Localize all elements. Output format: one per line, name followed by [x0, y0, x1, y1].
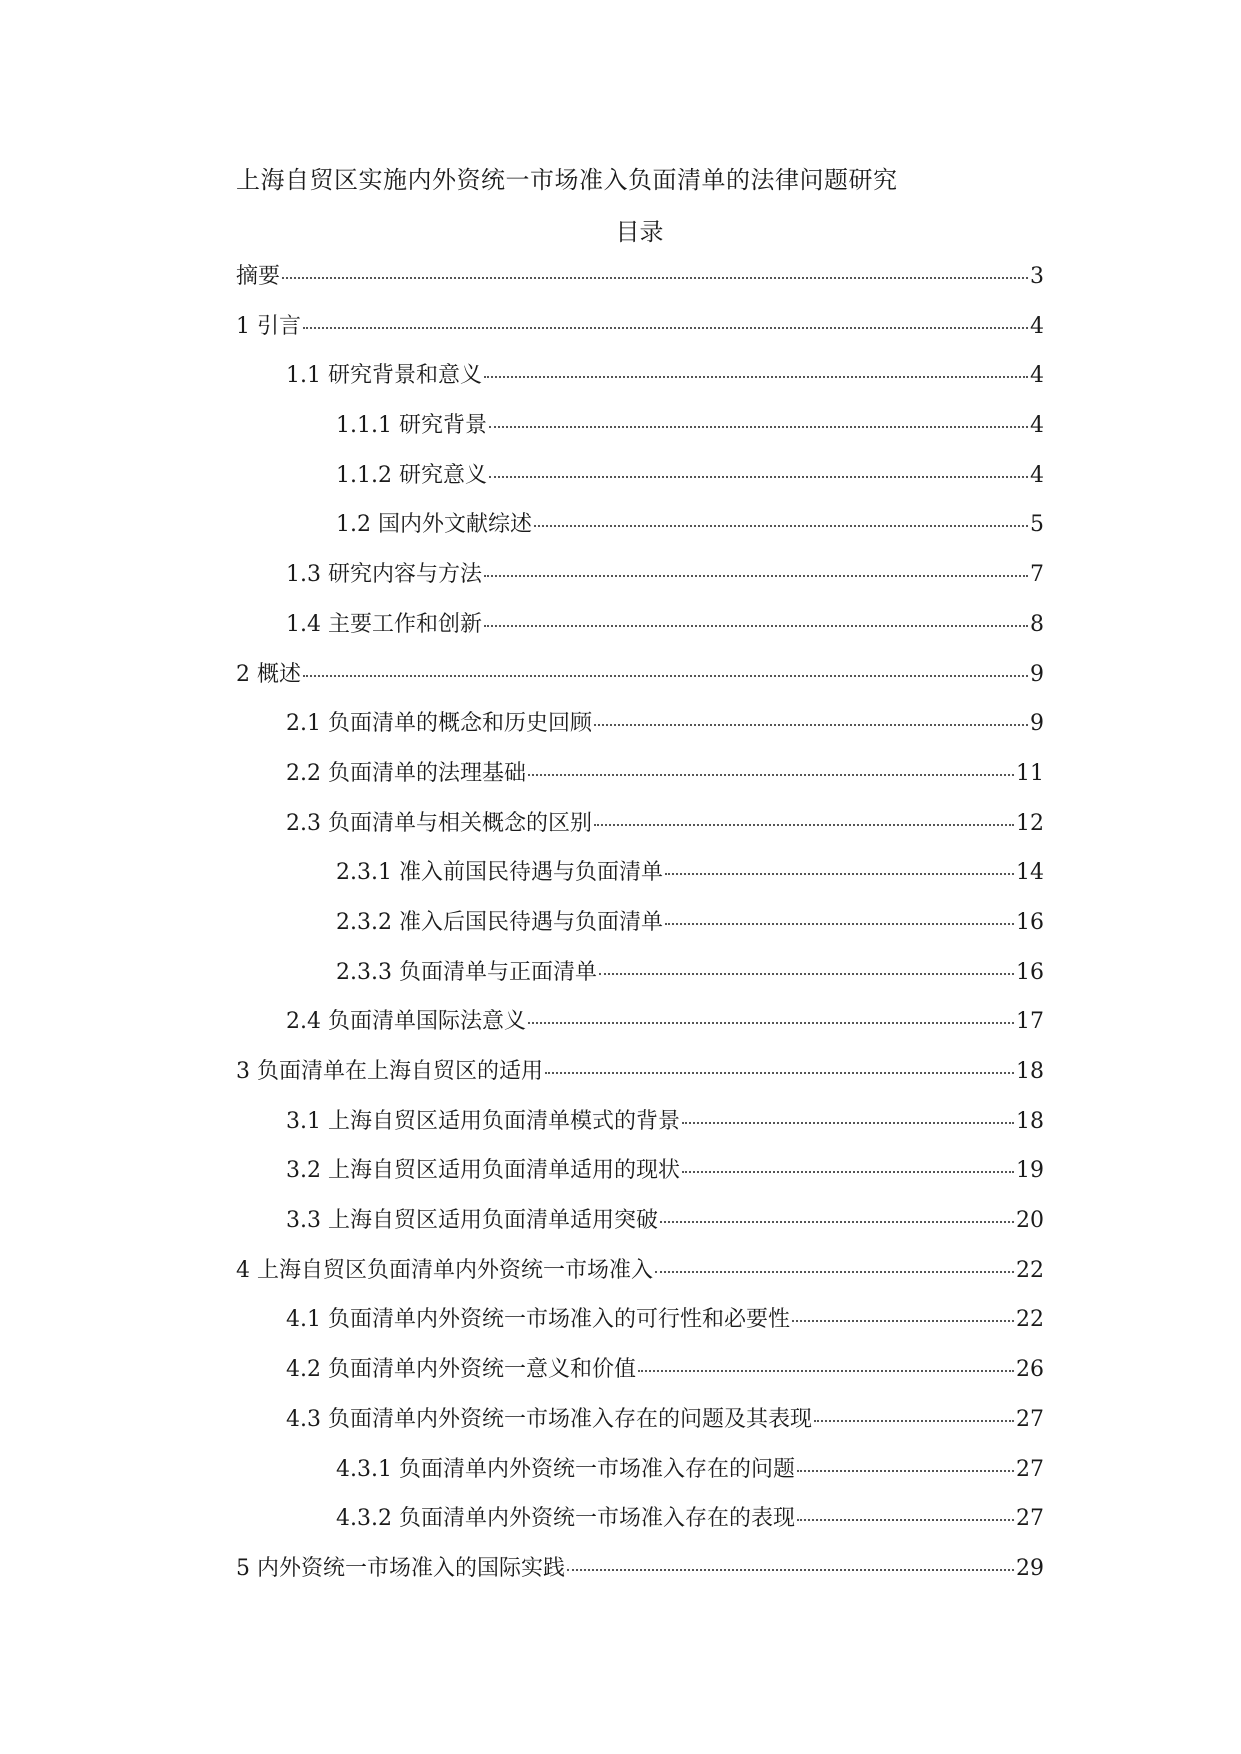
- toc-entry-label: 3 负面清单在上海自贸区的适用: [236, 1059, 543, 1084]
- toc-leader-dots: [594, 724, 1028, 726]
- toc-entry-label: 1.4 主要工作和创新: [286, 611, 482, 637]
- toc-entry[interactable]: [236, 1004, 1044, 1054]
- toc-entry-page-number: 7: [1030, 562, 1044, 588]
- toc-entry-label: 2.3.3 负面清单与正面清单: [336, 959, 597, 985]
- toc-entry-page-number: 26: [1016, 1357, 1044, 1383]
- toc-entry[interactable]: [236, 1253, 1044, 1303]
- toc-leader-dots: [594, 824, 1014, 826]
- toc-entry-label: 4.3.1 负面清单内外资统一市场准入存在的问题: [336, 1456, 795, 1482]
- toc-entry-label: 4.1 负面清单内外资统一市场准入的可行性和必要性: [286, 1307, 790, 1333]
- toc-entry-page-number: 22: [1016, 1257, 1044, 1283]
- toc-entry-label: 2.3 负面清单与相关概念的区别: [286, 810, 592, 836]
- toc-entry[interactable]: [236, 607, 1044, 657]
- toc-leader-dots: [792, 1320, 1014, 1322]
- toc-entry[interactable]: [236, 557, 1044, 607]
- toc-entry-label: 3.2 上海自贸区适用负面清单适用的现状: [286, 1158, 680, 1184]
- toc-leader-dots: [660, 1221, 1014, 1223]
- toc-entry-page-number: 19: [1016, 1158, 1044, 1184]
- toc-leader-dots: [638, 1370, 1014, 1372]
- toc-entry-page-number: 9: [1030, 711, 1044, 737]
- toc-entry[interactable]: [236, 905, 1044, 955]
- toc-entry-label: 2.3.2 准入后国民待遇与负面清单: [336, 909, 663, 935]
- toc-entry-page-number: 14: [1016, 860, 1044, 886]
- toc-entry-label: 1.1 研究背景和意义: [286, 363, 482, 389]
- toc-leader-dots: [567, 1569, 1014, 1571]
- toc-entry-page-number: 27: [1016, 1406, 1044, 1432]
- toc-entry-page-number: 9: [1030, 661, 1044, 687]
- toc-entry-label: 4.2 负面清单内外资统一意义和价值: [286, 1357, 636, 1383]
- toc-leader-dots: [489, 426, 1028, 428]
- toc-entry-label: 2.4 负面清单国际法意义: [286, 1009, 526, 1035]
- toc-entry-label: 1.1.1 研究背景: [336, 413, 487, 439]
- toc-entry-label: 4 上海自贸区负面清单内外资统一市场准入: [236, 1257, 653, 1283]
- toc-entry[interactable]: [236, 806, 1044, 856]
- toc-entry-page-number: 17: [1016, 1009, 1044, 1035]
- toc-entry-label: 1 引言: [236, 313, 301, 339]
- toc-entry[interactable]: [236, 955, 1044, 1005]
- table-of-contents: [236, 259, 1044, 1601]
- toc-entry-page-number: 29: [1016, 1555, 1044, 1581]
- toc-entry-label: 2.1 负面清单的概念和历史回顾: [286, 711, 592, 737]
- toc-leader-dots: [599, 973, 1014, 975]
- toc-leader-dots: [534, 525, 1028, 527]
- toc-leader-dots: [484, 376, 1028, 378]
- toc-entry-page-number: 4: [1030, 363, 1044, 389]
- toc-entry[interactable]: [236, 756, 1044, 806]
- toc-entry-page-number: 4: [1030, 413, 1044, 439]
- toc-heading: 目录: [615, 218, 664, 246]
- toc-leader-dots: [797, 1470, 1014, 1472]
- toc-entry[interactable]: [236, 1054, 1044, 1104]
- toc-leader-dots: [282, 277, 1028, 279]
- toc-leader-dots: [528, 1022, 1014, 1024]
- toc-leader-dots: [797, 1519, 1014, 1521]
- toc-leader-dots: [814, 1420, 1014, 1422]
- toc-entry-page-number: 16: [1016, 959, 1044, 985]
- toc-leader-dots: [682, 1171, 1014, 1173]
- toc-entry-label: 2.3.1 准入前国民待遇与负面清单: [336, 860, 663, 886]
- toc-entry[interactable]: [236, 1104, 1044, 1154]
- toc-entry[interactable]: [236, 1203, 1044, 1253]
- toc-entry[interactable]: [236, 1452, 1044, 1502]
- toc-entry-label: 1.1.2 研究意义: [336, 462, 487, 488]
- toc-entry-label: 3.1 上海自贸区适用负面清单模式的背景: [286, 1108, 680, 1134]
- toc-entry[interactable]: [236, 259, 1044, 309]
- toc-entry[interactable]: [236, 1551, 1044, 1601]
- toc-entry-page-number: 8: [1030, 611, 1044, 637]
- toc-entry[interactable]: [236, 1501, 1044, 1551]
- toc-entry[interactable]: [236, 358, 1044, 408]
- toc-entry[interactable]: [236, 309, 1044, 359]
- toc-entry[interactable]: [236, 1302, 1044, 1352]
- toc-entry-label: 3.3 上海自贸区适用负面清单适用突破: [286, 1208, 658, 1234]
- toc-leader-dots: [665, 873, 1014, 875]
- toc-entry-label: 摘要: [236, 264, 281, 289]
- toc-entry-page-number: 16: [1016, 909, 1044, 935]
- document-title: 上海自贸区实施内外资统一市场准入负面清单的法律问题研究: [236, 166, 898, 194]
- toc-entry[interactable]: [236, 1153, 1044, 1203]
- toc-entry-page-number: 3: [1030, 264, 1044, 289]
- toc-leader-dots: [545, 1072, 1014, 1074]
- toc-entry-label: 2.2 负面清单的法理基础: [286, 760, 526, 786]
- toc-entry-page-number: 20: [1016, 1208, 1044, 1234]
- toc-entry-page-number: 27: [1016, 1506, 1044, 1532]
- toc-entry-page-number: 18: [1016, 1059, 1044, 1084]
- toc-entry-page-number: 22: [1016, 1307, 1044, 1333]
- toc-leader-dots: [655, 1271, 1014, 1273]
- toc-entry[interactable]: [236, 1402, 1044, 1452]
- toc-leader-dots: [528, 774, 1014, 776]
- toc-leader-dots: [484, 625, 1028, 627]
- toc-entry-page-number: 12: [1016, 810, 1044, 836]
- toc-leader-dots: [682, 1122, 1014, 1124]
- toc-entry[interactable]: [236, 458, 1044, 508]
- toc-leader-dots: [665, 923, 1014, 925]
- toc-entry[interactable]: [236, 657, 1044, 707]
- toc-entry[interactable]: [236, 706, 1044, 756]
- toc-leader-dots: [303, 327, 1028, 329]
- toc-entry-page-number: 11: [1016, 760, 1044, 786]
- toc-entry-page-number: 4: [1030, 313, 1044, 339]
- toc-entry-page-number: 5: [1030, 512, 1044, 538]
- toc-entry-label: 2 概述: [236, 661, 301, 687]
- toc-entry-page-number: 4: [1030, 462, 1044, 488]
- toc-entry[interactable]: [236, 507, 1044, 557]
- toc-entry-label: 4.3.2 负面清单内外资统一市场准入存在的表现: [336, 1506, 795, 1532]
- toc-leader-dots: [489, 476, 1028, 478]
- toc-entry-label: 1.2 国内外文献综述: [336, 512, 532, 538]
- toc-entry-label: 1.3 研究内容与方法: [286, 562, 482, 588]
- toc-entry[interactable]: [236, 1352, 1044, 1402]
- toc-entry-label: 4.3 负面清单内外资统一市场准入存在的问题及其表现: [286, 1406, 812, 1432]
- toc-leader-dots: [303, 675, 1028, 677]
- toc-entry-label: 5 内外资统一市场准入的国际实践: [236, 1555, 565, 1581]
- toc-entry-page-number: 27: [1016, 1456, 1044, 1482]
- toc-entry[interactable]: [236, 855, 1044, 905]
- toc-entry[interactable]: [236, 408, 1044, 458]
- toc-leader-dots: [484, 575, 1028, 577]
- toc-entry-page-number: 18: [1016, 1108, 1044, 1134]
